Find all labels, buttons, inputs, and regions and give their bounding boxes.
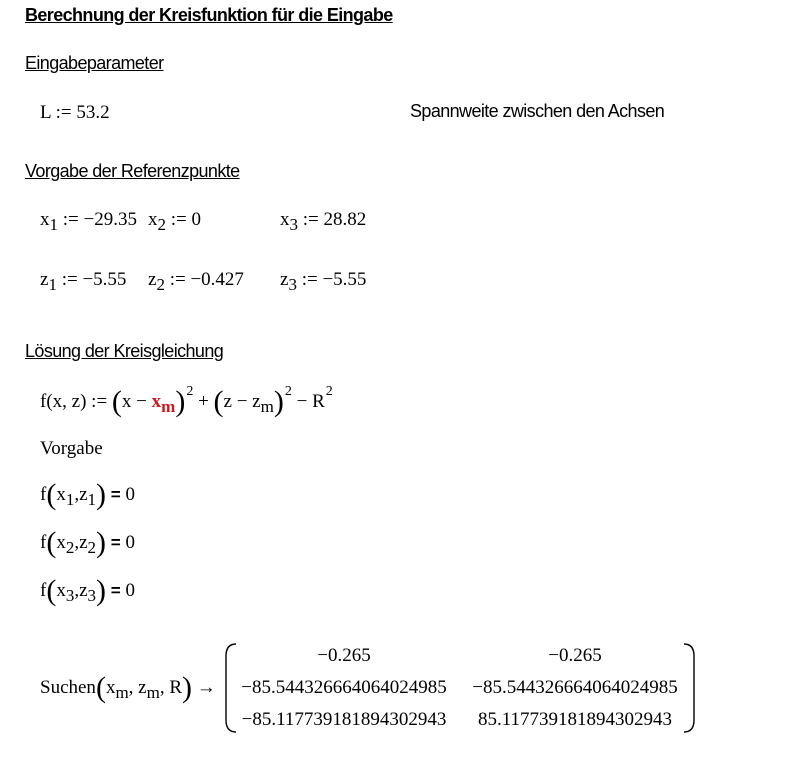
x-variable: x [148, 209, 158, 230]
matrix-cell-r2c1: −85.544326664064024985 [241, 677, 447, 698]
bold-equals: = [110, 533, 121, 552]
z1-definition [40, 269, 127, 294]
L-definition [40, 102, 110, 124]
z1-index: 1 [48, 275, 57, 294]
z-variable: z [40, 269, 49, 290]
z2-definition [148, 269, 244, 294]
x1-index: 1 [49, 215, 58, 234]
assign-operator: := [55, 102, 72, 123]
x3-index: 3 [289, 215, 298, 234]
L-description: Spannweite zwischen den Achsen [410, 101, 665, 121]
x2-value: 0 [191, 209, 201, 230]
matrix-cell-r3c1: −85.117739181894302943 [241, 709, 447, 730]
heading-circle-solution: Lösung der Kreisgleichung [25, 341, 224, 361]
L-variable: L [40, 102, 51, 123]
z-variable: z [280, 269, 289, 290]
x-variable: x [280, 209, 290, 230]
exponent: 2 [284, 384, 292, 399]
close-paren: ) [175, 385, 186, 418]
constraint-1: f(x1,z1) = 0 [40, 478, 135, 511]
solve-function: Suchen [40, 677, 96, 698]
solve-args: xm, zm, R [105, 677, 183, 702]
solve-expression: Suchen(xm, zm, R) → [40, 671, 216, 704]
heading-reference-points: Vorgabe der Referenzpunkte [25, 161, 240, 181]
x3-definition [280, 209, 367, 234]
assign-operator: := [169, 269, 186, 290]
z3-value: −5.55 [322, 269, 367, 290]
x2-index: 2 [157, 215, 166, 234]
x-variable: x [40, 209, 50, 230]
matrix-cell-r1c1: −0.265 [317, 645, 371, 666]
assign-operator: := [170, 209, 187, 230]
assign-operator: := [62, 209, 79, 230]
plus-operator: + [198, 391, 209, 412]
symbolic-arrow: → [196, 677, 216, 698]
z2-index: 2 [156, 275, 165, 294]
x3-value: 28.82 [323, 209, 367, 230]
constraint-2: f(x2,z2) = 0 [40, 526, 135, 559]
bold-equals: = [110, 485, 121, 504]
z2-value: −0.427 [190, 269, 244, 290]
function-lhs: f(x, z) [40, 391, 87, 412]
bold-equals: = [110, 581, 121, 600]
exponent: 2 [325, 384, 333, 399]
page-title: Berechnung der Kreisfunktion für die Eingabe [25, 5, 393, 25]
L-value: 53.2 [76, 102, 110, 123]
constraint-3: f(x3,z3) = 0 [40, 574, 135, 607]
heading-input-parameters: Eingabeparameter [25, 53, 164, 73]
exponent: 2 [186, 384, 194, 399]
minus-R: − R [296, 391, 325, 412]
matrix-cell-r1c2: −0.265 [548, 645, 602, 666]
assign-operator: := [302, 209, 319, 230]
zm-index: m [260, 397, 274, 416]
z-variable: z [148, 269, 157, 290]
circle-function-definition [40, 384, 333, 418]
close-paren: ) [273, 385, 284, 418]
z3-definition [280, 269, 367, 294]
zero-value: 0 [125, 532, 135, 553]
open-paren: ( [111, 385, 122, 418]
matrix-cell-r2c2: −85.544326664064024985 [472, 677, 678, 698]
z3-index: 3 [288, 275, 297, 294]
open-paren: ( [213, 385, 224, 418]
x1-definition [40, 209, 137, 234]
zero-value: 0 [125, 484, 135, 505]
vorgabe-keyword: Vorgabe [40, 438, 103, 459]
x1-value: −29.35 [83, 209, 137, 230]
zero-value: 0 [125, 580, 135, 601]
x2-definition [148, 209, 201, 234]
term-x: x − [121, 391, 147, 412]
matrix-cell-r3c2: 85.117739181894302943 [477, 709, 673, 730]
term-z: z − z [223, 391, 261, 412]
assign-operator: := [61, 269, 78, 290]
z1-value: −5.55 [82, 269, 127, 290]
assign-operator: := [301, 269, 318, 290]
xm-highlighted: xm [151, 391, 176, 416]
assign-operator: := [91, 391, 108, 412]
